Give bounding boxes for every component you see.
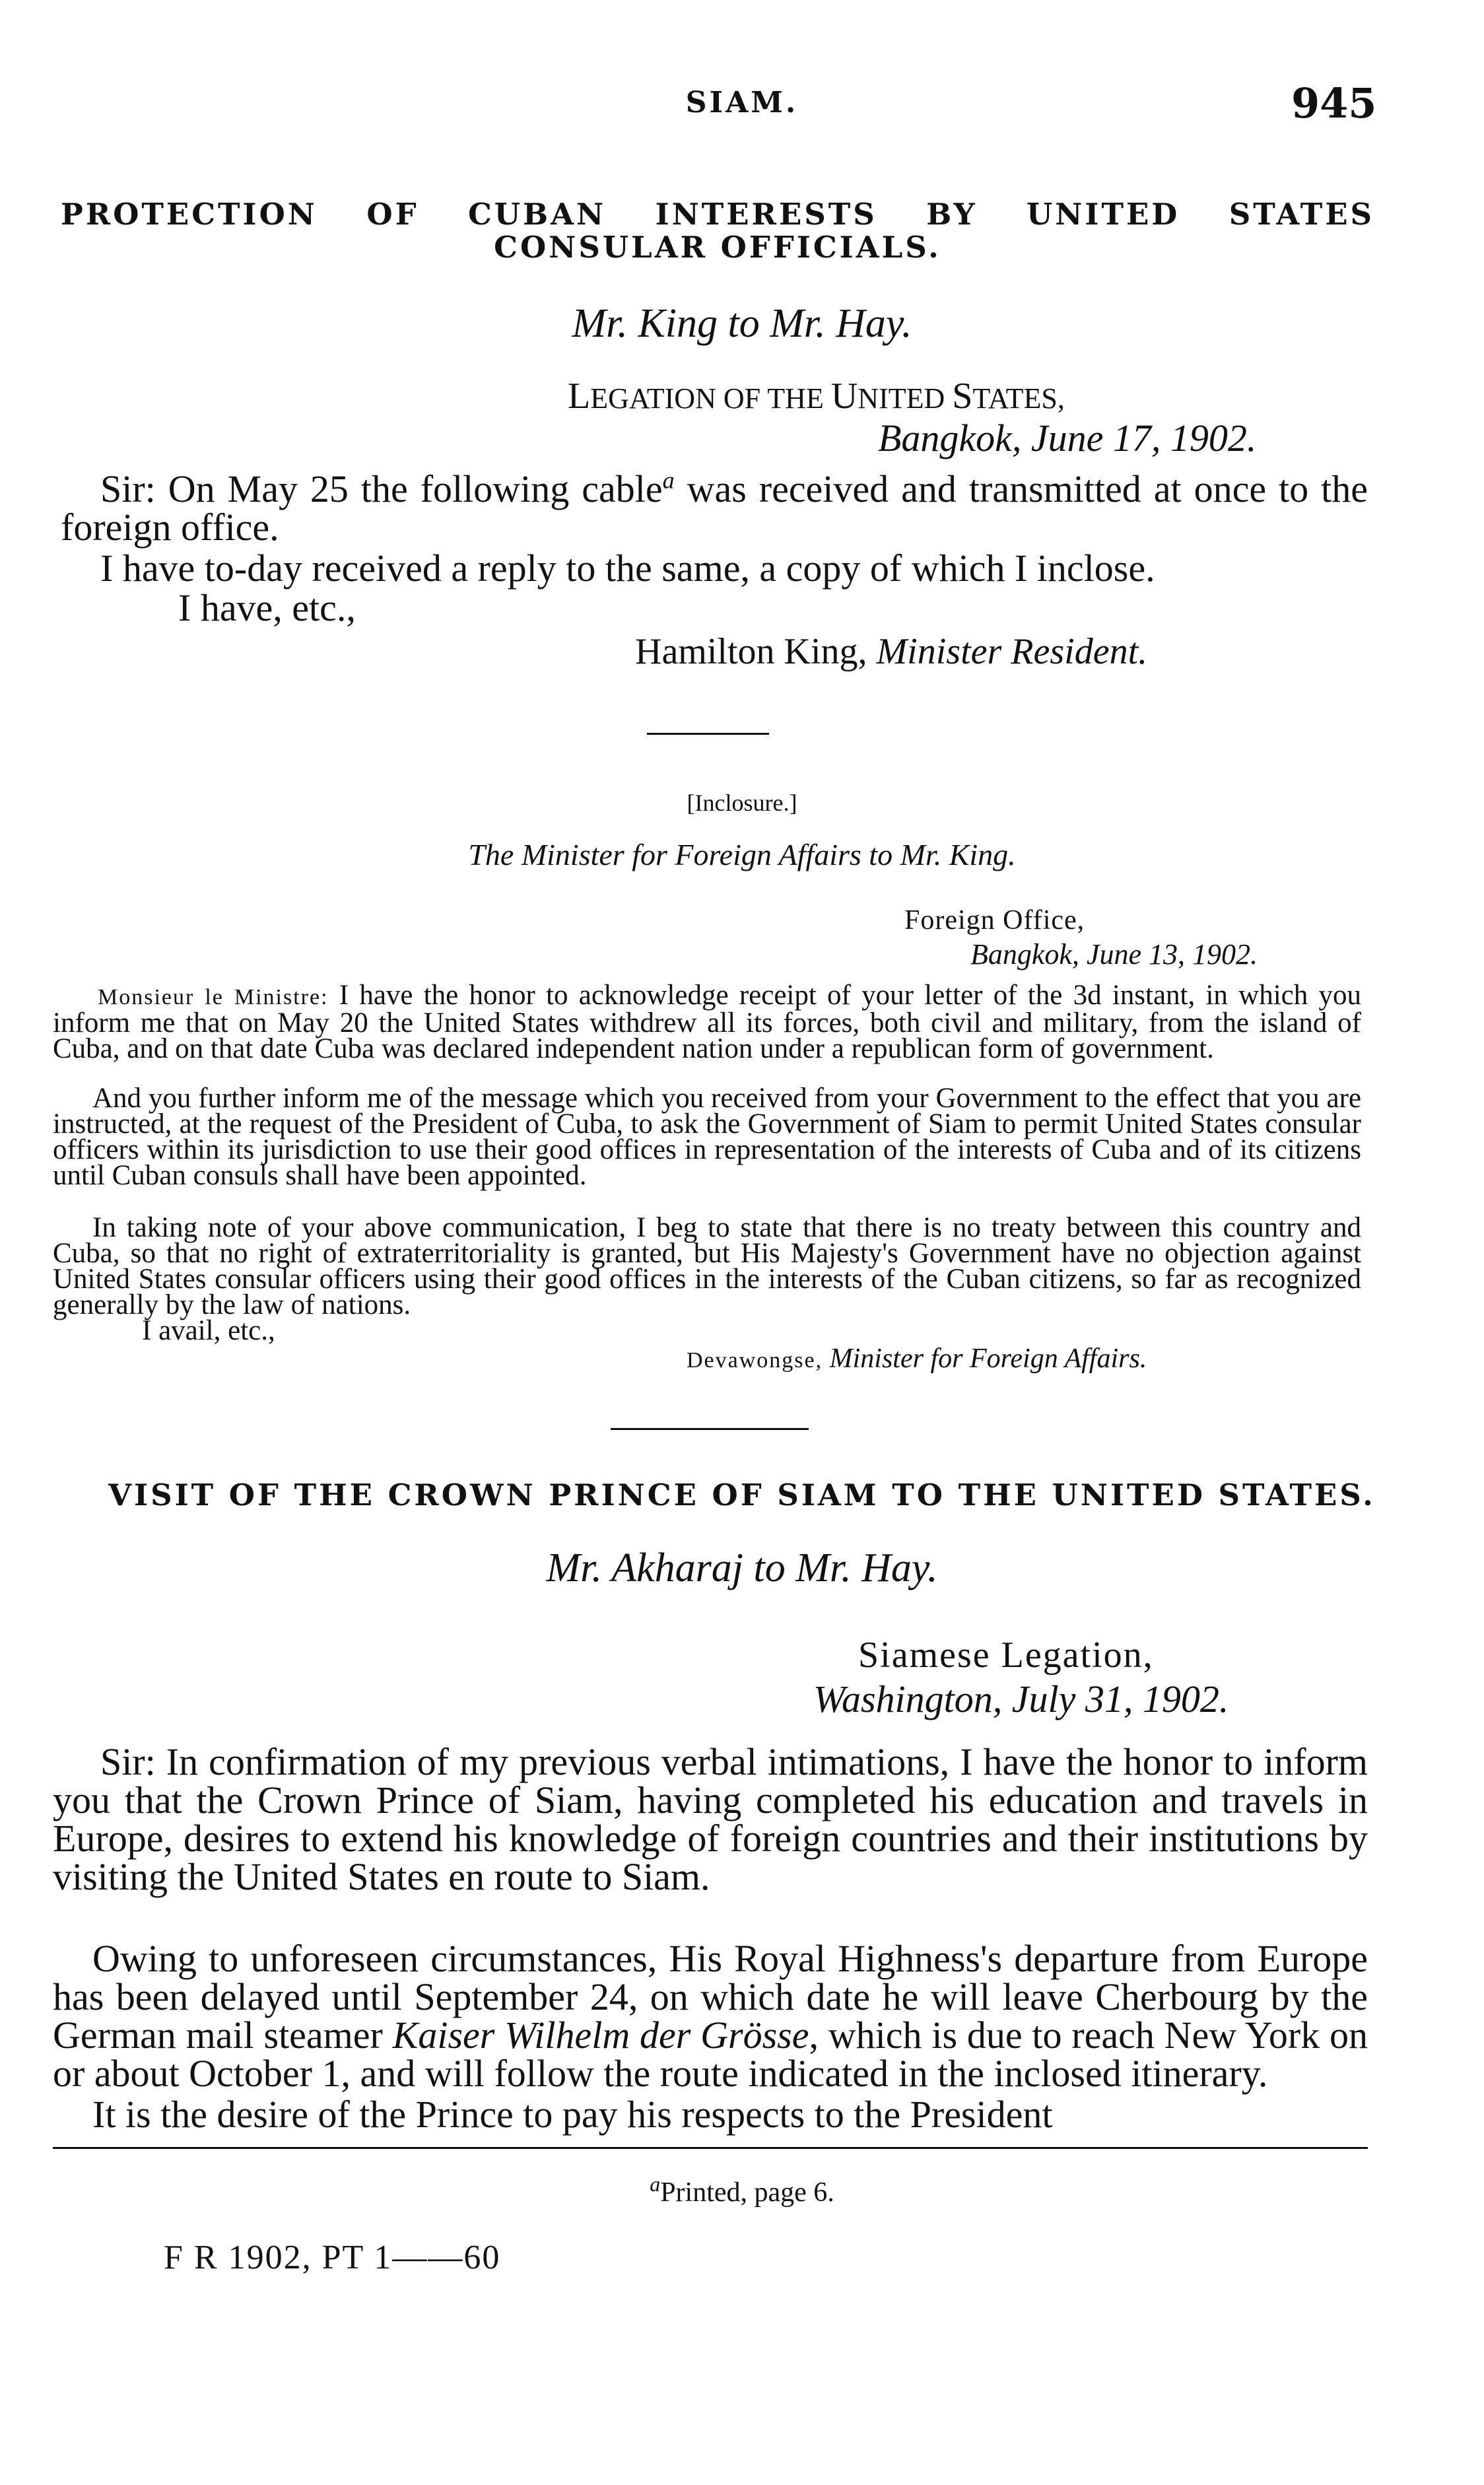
siamese-legation-place: Siamese Legation, (858, 1635, 1154, 1676)
inclosure-heading: The Minister for Foreign Affairs to Mr. King. (468, 838, 1016, 871)
ship-name: Kaiser Wilhelm der Grösse (392, 2014, 809, 2057)
footnote-mark-a: a (662, 467, 675, 494)
letter-heading-akharaj-to-hay: Mr. Akharaj to Mr. Hay. (546, 1546, 938, 1590)
divider-short (647, 733, 769, 735)
paragraph-sir-cable: Sir: On May 25 the following cable$^a$ was received and transmitted at once to the foreign office. (61, 467, 1368, 549)
paragraph-reply-received: I have to-day received a reply to the same, a copy of which I inclose. (100, 547, 1155, 590)
inclosure-paragraph-2: And you further inform me of the message which you received from your Government to the effect that you are instructed, at the request of the President of Cuba, to ask the Government of Siam to permit United States consular officers within its jurisdiction to use their good offices in representation of the interests of Cuba and of its citizens until Cuban consuls shall have been appointed. (53, 1083, 1361, 1191)
legation-date-line: Bangkok, June 17, 1902. (878, 417, 1257, 460)
foreign-office-place: Foreign Office, (904, 905, 1085, 936)
section-title-crown-prince: VISIT OF THE CROWN PRINCE OF SIAM TO THE UNITED STATES. (108, 1478, 1376, 1513)
divider-long (611, 1428, 809, 1430)
letter-heading-king-to-hay: Mr. King to Mr. Hay. (572, 301, 912, 346)
page-number: 945 (1291, 79, 1377, 127)
paragraph-respects-president: It is the desire of the Prince to pay his respects to the President (92, 2093, 1053, 2136)
inclosure-paragraph-1: Monsieur le Ministre: I have the honor to acknowledge receipt of your letter of the 3d instant, in which you inform me that on May 20 the United States withdrew all its forces, both civil and military, from the island of Cuba, and on that date Cuba was declared independent nation under a republican form of government. (53, 980, 1361, 1064)
footnote-rule (53, 2147, 1368, 2149)
section-title-cuban-interests: PROTECTION OF CUBAN INTERESTS BY UNITED STATES CONSULAR OFFICIALS. (61, 197, 1374, 265)
signature-devawongse: Devawongse, Minister for Foreign Affairs. (687, 1344, 1147, 1374)
signature-hamilton-king: Hamilton King, Minister Resident. (635, 631, 1148, 672)
footnote: $^a$Printed, page 6. (650, 2172, 834, 2208)
legation-place: LEGATION OF THE UNITED STATES, (568, 376, 1065, 417)
running-title: SIAM. (685, 86, 799, 119)
paragraph-crown-prince-visit: Sir: In confirmation of my previous verbal intimations, I have the honor to inform you that the Crown Prince of Siam, having completed his education and travels in Europe, desires to extend his knowledge of foreign countries and their institutions by visiting the United States en route to Siam. (53, 1740, 1368, 1898)
closing-i-have-etc: I have, etc., (178, 586, 356, 629)
inclosure-label: [Inclosure.] (687, 790, 797, 816)
paragraph-departure-itinerary: Owing to unforeseen circumstances, His Royal Highness's departure from Europe has been delayed until September 24, on which date he will leave Cherbourg by the German mail steamer Kaiser Wilhelm der Grösse, which is due to reach New York on or about October 1, and will follow the route indicated in the inclosed itinerary. (53, 1937, 1368, 2095)
inclosure-paragraph-3: In taking note of your above communication, I beg to state that there is no treaty between this country and Cuba, so that no right of extraterritoriality is granted, but His Majesty's Government have no objection against United States consular officers using their good offices in the interests of the Cuban citizens, so far as recognized generally by the law of nations. (53, 1212, 1361, 1320)
inclosure-closing: I avail, etc., (142, 1315, 275, 1346)
printer-signature-mark: F R 1902, PT 1——60 (164, 2239, 501, 2276)
foreign-office-date: Bangkok, June 13, 1902. (970, 938, 1258, 970)
siamese-legation-date: Washington, July 31, 1902. (813, 1678, 1229, 1720)
